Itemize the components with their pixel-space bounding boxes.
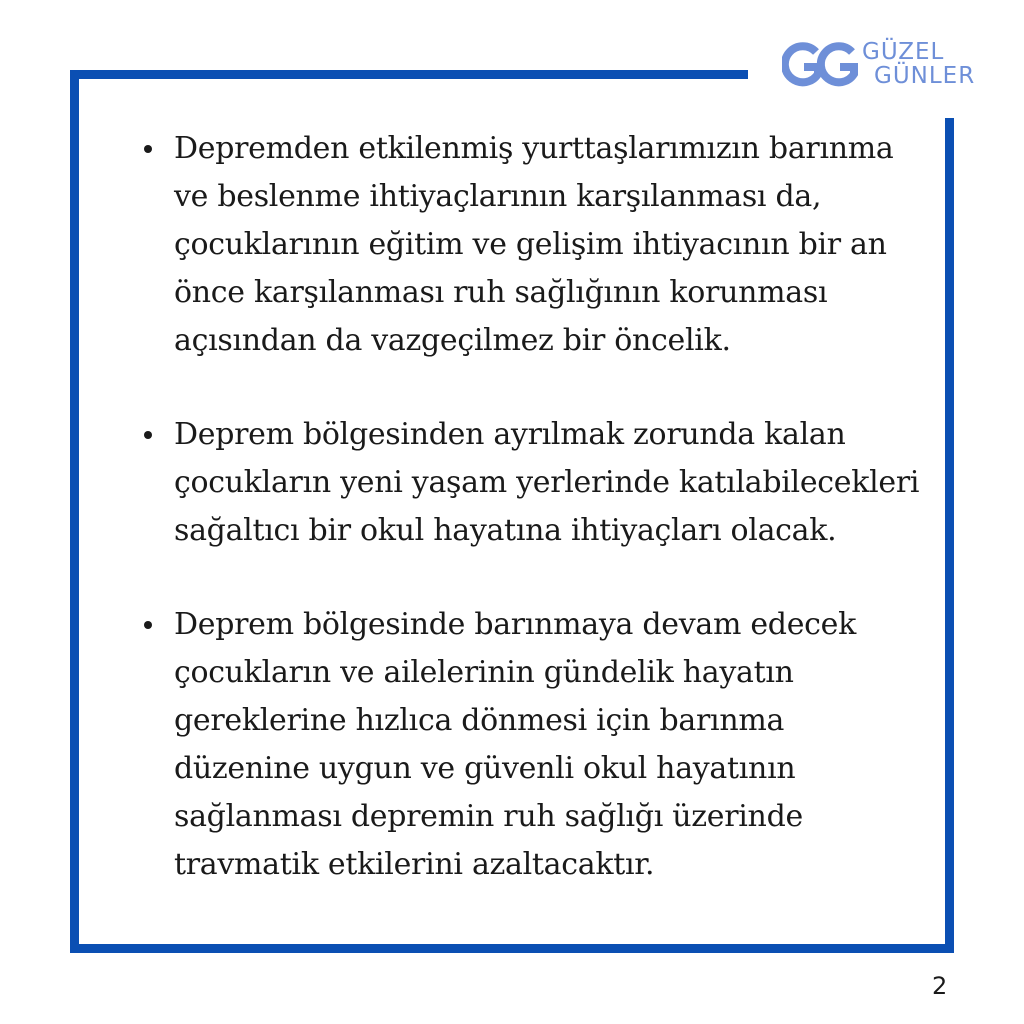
bullet-item — [142, 601, 922, 889]
bullet-line: sağaltıcı bir okul hayatına ihtiyaçları olacak. — [174, 513, 837, 548]
bullet-line: sağlanması depremin ruh sağlığı üzerinde — [174, 799, 803, 834]
bullet-line: travmatik etkilerini azaltacaktır. — [174, 847, 655, 882]
bullet-line: düzenine uygun ve güvenli okul hayatının — [174, 751, 796, 786]
bullet-list — [142, 125, 922, 889]
bullet-line: önce karşılanması ruh sağlığının korunması — [174, 275, 828, 310]
bullet-item — [142, 125, 922, 365]
brand-name — [860, 40, 975, 88]
page-number: 2 — [932, 972, 948, 1000]
bullet-line: çocukların yeni yaşam yerlerinde katılabilecekleri — [174, 465, 920, 500]
brand-name-line1: GÜZEL — [862, 39, 945, 65]
gg-logo-icon — [782, 38, 858, 94]
frame-bottom-border — [70, 944, 954, 953]
bullet-line: çocuklarının eğitim ve gelişim ihtiyacının bir an — [174, 227, 887, 262]
bullet-dot-icon — [144, 431, 152, 439]
frame-left-border — [70, 70, 79, 953]
frame-right-border — [945, 118, 954, 953]
brand-name-line2: GÜNLER — [874, 63, 976, 89]
bullet-line: çocukların ve ailelerinin gündelik hayatın — [174, 655, 794, 690]
bullet-line: Depremden etkilenmiş yurttaşlarımızın barınma — [174, 131, 894, 166]
frame-top-border — [70, 70, 748, 79]
bullet-line: açısından da vazgeçilmez bir öncelik. — [174, 323, 731, 358]
bullet-dot-icon — [144, 145, 152, 153]
bullet-item — [142, 411, 922, 555]
bullet-line: Deprem bölgesinden ayrılmak zorunda kalan — [174, 417, 846, 452]
bullet-line: ve beslenme ihtiyaçlarının karşılanması da, — [174, 179, 822, 214]
bullet-line: Deprem bölgesinde barınmaya devam edecek — [174, 607, 856, 642]
brand-logo — [782, 38, 1002, 98]
bullet-line: gereklerine hızlıca dönmesi için barınma — [174, 703, 785, 738]
bullet-dot-icon — [144, 621, 152, 629]
